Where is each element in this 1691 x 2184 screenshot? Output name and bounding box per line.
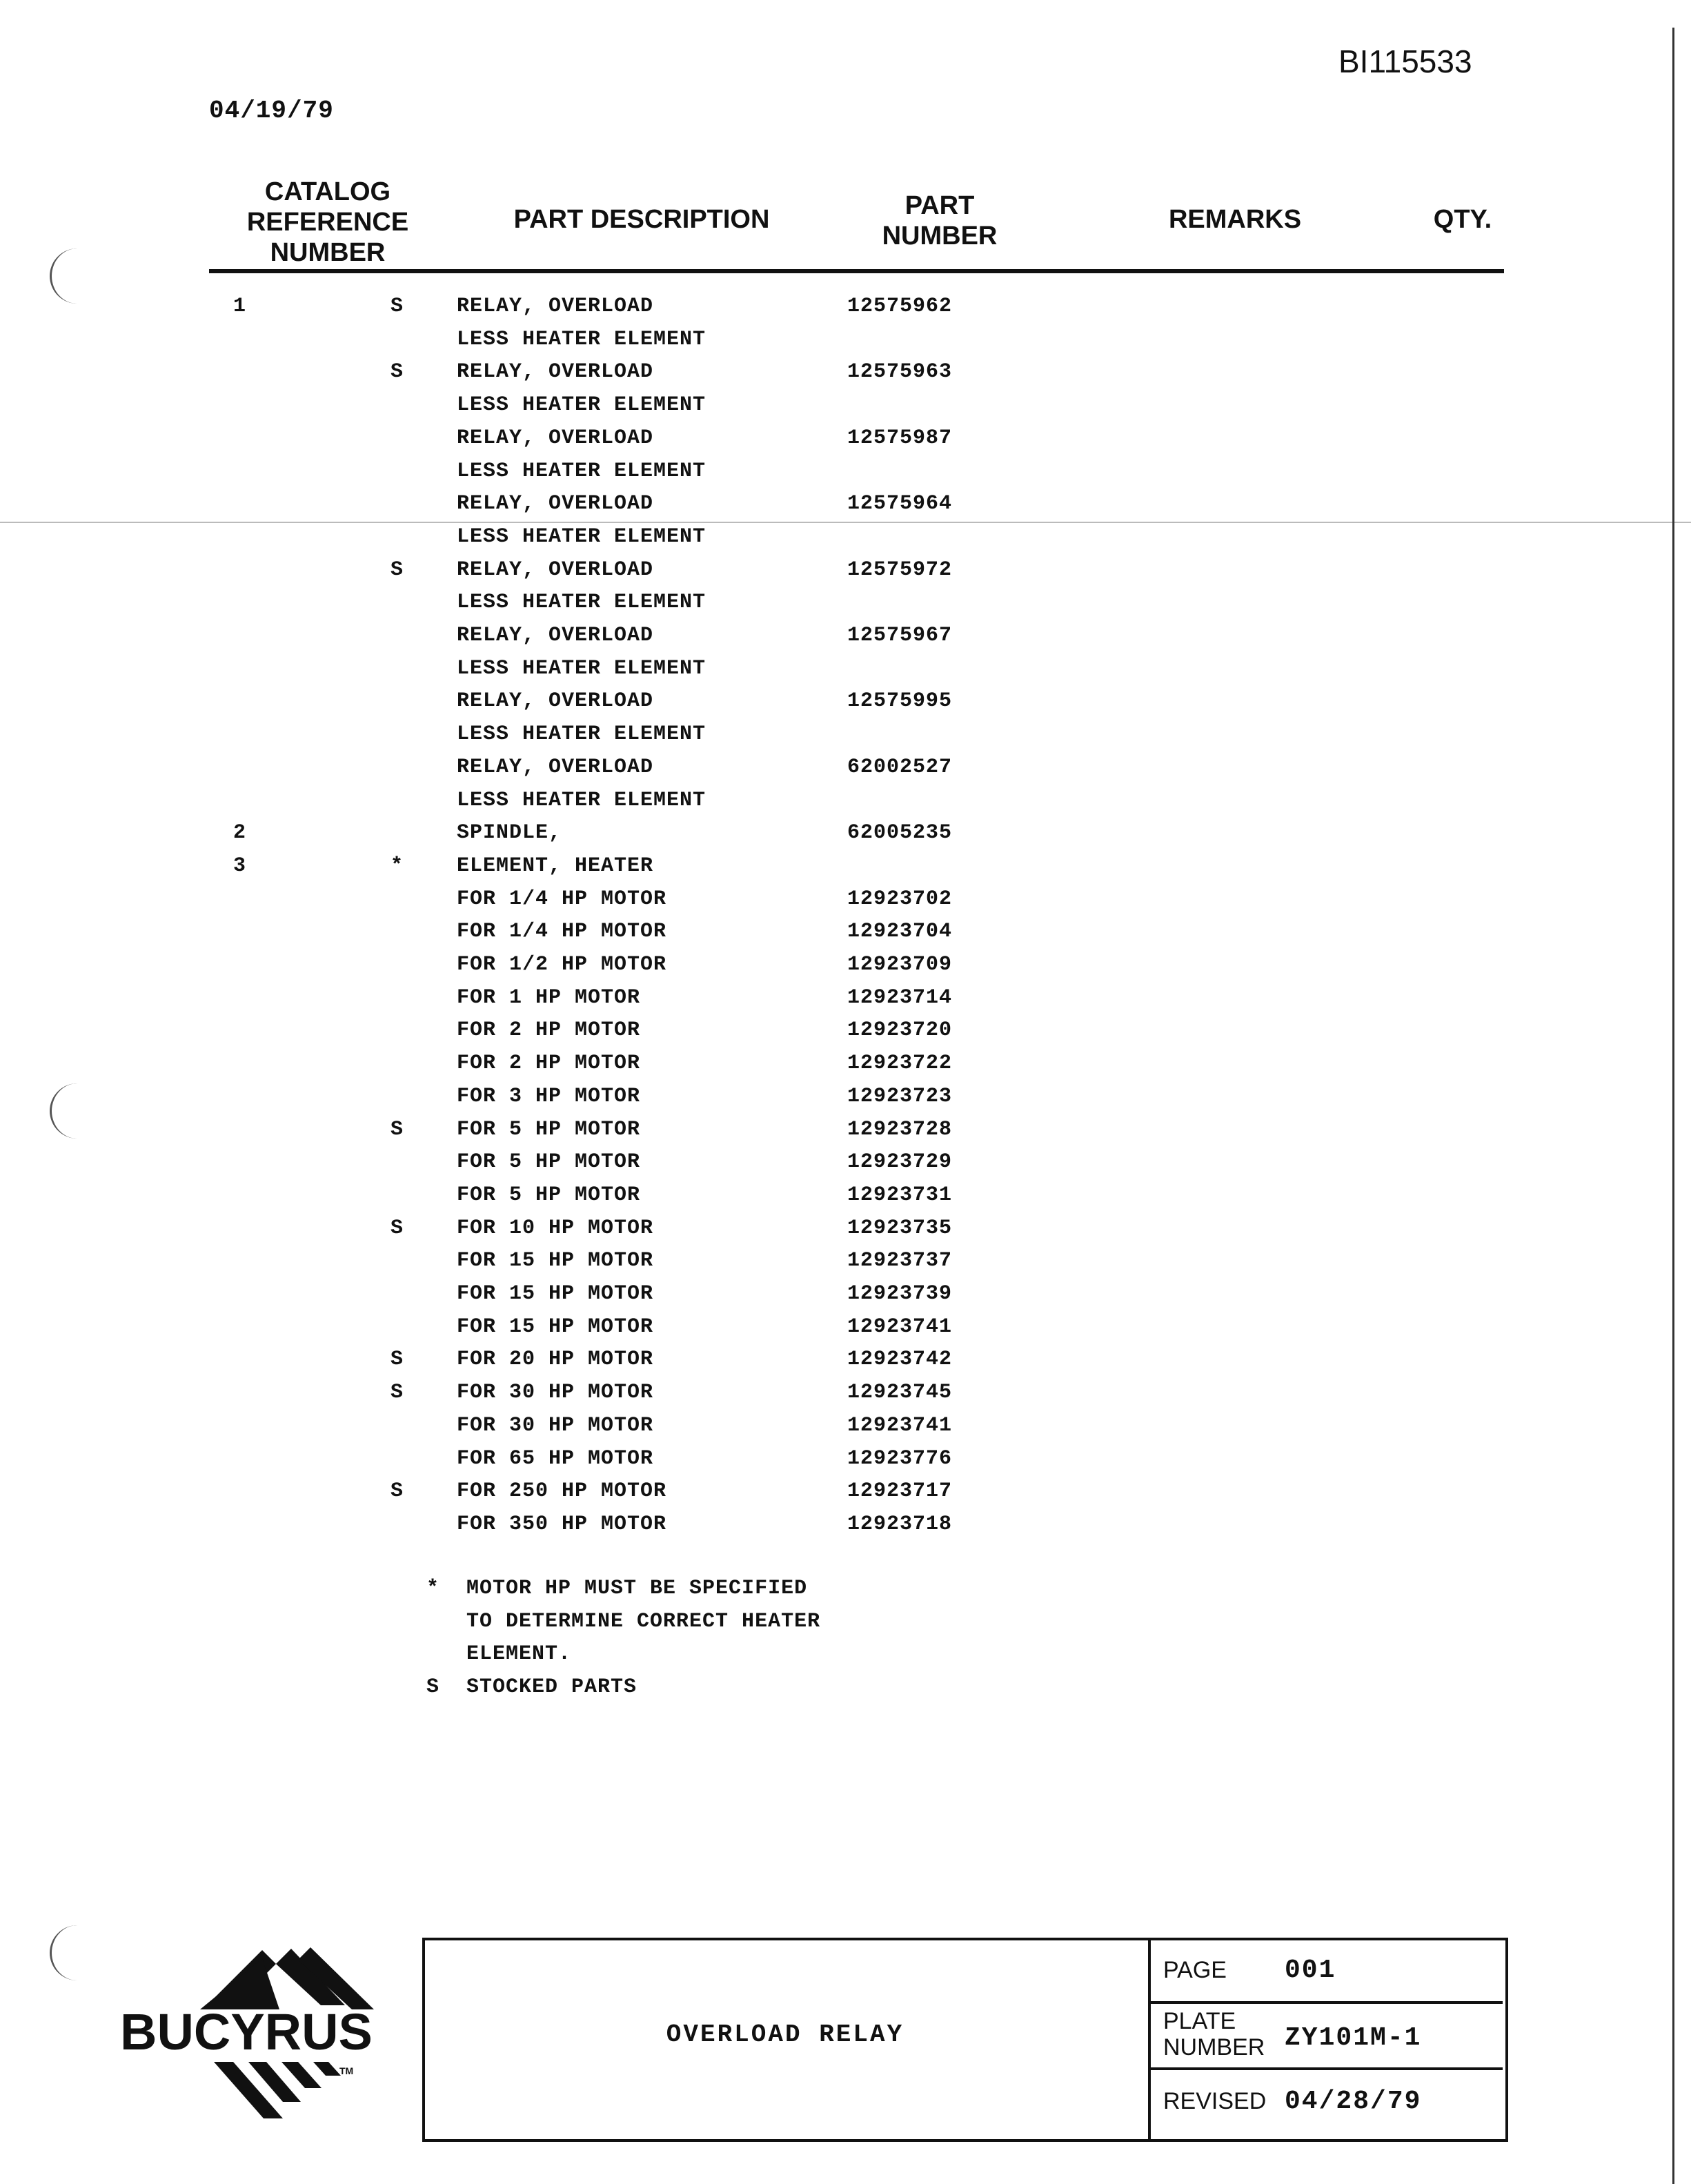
table-row [0,1442,1691,1475]
bucyrus-logo [117,1946,407,2139]
table-row [0,1080,1691,1113]
catalog-ref: 3 [233,854,246,878]
stock-code: S [390,1117,404,1141]
logo-stripes-icon [214,2062,341,2118]
table-row [0,981,1691,1014]
table-row [0,1047,1691,1080]
part-number: 12575967 [847,624,953,647]
part-number: 12923739 [847,1282,953,1306]
footnote-text: MOTOR HP MUST BE SPECIFIED [466,1577,808,1600]
part-description: LESS HEATER ELEMENT [457,524,706,549]
footnote-symbol: * [426,1577,439,1600]
table-row [0,718,1691,751]
part-number: 12923731 [847,1183,953,1207]
part-number: 12923737 [847,1249,953,1273]
document-date: 04/19/79 [209,97,334,125]
table-row [0,883,1691,916]
part-number: 12923709 [847,953,953,976]
table-row [0,455,1691,488]
part-number: 62002527 [847,755,953,779]
part-number: 62005235 [847,821,953,845]
table-row [0,1179,1691,1212]
table-row [0,323,1691,356]
part-number: 12923717 [847,1479,953,1504]
part-description: RELAY, OVERLOAD [457,295,654,318]
footnote-text: ELEMENT. [466,1642,572,1666]
table-row [0,1145,1691,1179]
revised-label: REVISED [1163,2088,1267,2114]
footnote-symbol: S [426,1675,439,1700]
table-row [0,1343,1691,1376]
catalog-ref: 1 [233,295,246,318]
part-description: LESS HEATER ELEMENT [457,327,706,351]
table-row [0,685,1691,718]
part-number: 12923723 [847,1084,953,1108]
footnote-text: STOCKED PARTS [466,1675,637,1700]
punch-hole [50,1925,79,1980]
table-row [0,1475,1691,1508]
part-description: FOR 350 HP MOTOR [457,1512,667,1536]
stock-code: S [390,1381,404,1405]
plate-number-label: PLATE NUMBER [1163,2008,1265,2060]
part-number: 12923704 [847,920,953,944]
table-row [0,1244,1691,1277]
part-description: FOR 250 HP MOTOR [457,1479,667,1504]
part-number: 12923741 [847,1315,953,1339]
table-row [0,1212,1691,1245]
logo-emblem-icon [200,1947,374,2009]
table-row [0,915,1691,948]
table-row [0,1014,1691,1047]
logo-trademark: TM [339,2065,354,2076]
part-description: LESS HEATER ELEMENT [457,393,706,417]
table-row [0,290,1691,323]
part-number: 12923776 [847,1446,953,1470]
table-row [0,1113,1691,1146]
stock-code: S [390,1348,404,1372]
part-description: FOR 1 HP MOTOR [457,985,641,1010]
header-part-description: PART DESCRIPTION [513,205,770,234]
part-description: RELAY, OVERLOAD [457,624,654,647]
part-description: LESS HEATER ELEMENT [457,656,706,680]
stock-code: S [390,360,404,384]
part-description: RELAY, OVERLOAD [457,360,654,384]
table-row [0,652,1691,685]
part-description: RELAY, OVERLOAD [457,426,654,450]
part-description: FOR 3 HP MOTOR [457,1084,641,1108]
table-row [0,849,1691,883]
part-description: FOR 20 HP MOTOR [457,1348,654,1372]
stock-code: S [390,1216,404,1240]
table-row [0,586,1691,619]
table-row [0,1277,1691,1310]
table-row [0,619,1691,652]
table-row [0,784,1691,817]
part-number: 12575964 [847,492,953,516]
title-block-rule [1148,2001,1503,2004]
part-description: FOR 10 HP MOTOR [457,1216,654,1240]
catalog-ref: 2 [233,821,246,845]
header-rule [209,269,1504,273]
table-row [0,1310,1691,1344]
stock-code: * [390,854,404,878]
drawing-title: OVERLOAD RELAY [666,2020,904,2049]
part-description: LESS HEATER ELEMENT [457,591,706,615]
table-row [0,816,1691,849]
part-number: 12575963 [847,360,953,384]
page-number: 001 [1285,1956,1336,1985]
table-row [0,422,1691,455]
part-description: FOR 2 HP MOTOR [457,1019,641,1043]
part-description: RELAY, OVERLOAD [457,492,654,516]
revised-date: 04/28/79 [1285,2087,1422,2116]
part-number: 12923728 [847,1117,953,1141]
part-number: 12923714 [847,985,953,1010]
part-number: 12923718 [847,1512,953,1536]
title-block-divider [1148,1938,1151,2142]
title-block-rule [1148,2067,1503,2070]
footnote-text: TO DETERMINE CORRECT HEATER [466,1609,821,1633]
table-row [0,1409,1691,1442]
table-row [0,553,1691,587]
part-number: 12575987 [847,426,953,450]
part-number: 12575962 [847,295,953,318]
part-description: LESS HEATER ELEMENT [457,722,706,747]
part-description: LESS HEATER ELEMENT [457,459,706,483]
part-number: 12575995 [847,689,953,714]
part-description: FOR 5 HP MOTOR [457,1150,641,1174]
part-number: 12923741 [847,1413,953,1437]
part-description: FOR 65 HP MOTOR [457,1446,654,1470]
table-row [0,1508,1691,1541]
part-number: 12923720 [847,1019,953,1043]
part-description: FOR 30 HP MOTOR [457,1381,654,1405]
part-description: RELAY, OVERLOAD [457,755,654,779]
part-description: FOR 15 HP MOTOR [457,1282,654,1306]
table-row [0,520,1691,553]
part-number: 12923745 [847,1381,953,1405]
table-row [0,751,1691,784]
part-number: 12923729 [847,1150,953,1174]
part-description: FOR 15 HP MOTOR [457,1315,654,1339]
plate-number: ZY101M-1 [1285,2023,1422,2053]
header-part-number: PART NUMBER [882,191,998,250]
table-row [0,948,1691,981]
part-description: FOR 1/4 HP MOTOR [457,887,667,911]
table-row [0,487,1691,520]
part-number: 12575972 [847,558,953,582]
page-label: PAGE [1163,1957,1227,1983]
part-number: 12923735 [847,1216,953,1240]
document-id: BI115533 [1338,43,1472,79]
table-row [0,388,1691,422]
stock-code: S [390,558,404,582]
part-description: RELAY, OVERLOAD [457,689,654,714]
logo-text: BUCYRUS [120,2003,373,2060]
part-description: RELAY, OVERLOAD [457,558,654,582]
header-qty: QTY. [1433,205,1492,234]
part-description: FOR 1/2 HP MOTOR [457,953,667,976]
stock-code: S [390,1479,404,1504]
table-row [0,1376,1691,1409]
part-description: FOR 5 HP MOTOR [457,1183,641,1207]
part-description: FOR 15 HP MOTOR [457,1249,654,1273]
table-row [0,355,1691,388]
part-description: ELEMENT, HEATER [457,854,654,878]
part-number: 12923702 [847,887,953,911]
header-remarks: REMARKS [1168,205,1302,234]
header-catalog-reference: CATALOG REFERENCE NUMBER [246,177,409,267]
part-description: FOR 30 HP MOTOR [457,1413,654,1437]
part-description: FOR 2 HP MOTOR [457,1052,641,1076]
part-description: FOR 1/4 HP MOTOR [457,920,667,944]
part-number: 12923722 [847,1052,953,1076]
part-description: SPINDLE, [457,821,562,845]
part-number: 12923742 [847,1348,953,1372]
part-description: LESS HEATER ELEMENT [457,788,706,812]
stock-code: S [390,295,404,318]
part-description: FOR 5 HP MOTOR [457,1117,641,1141]
